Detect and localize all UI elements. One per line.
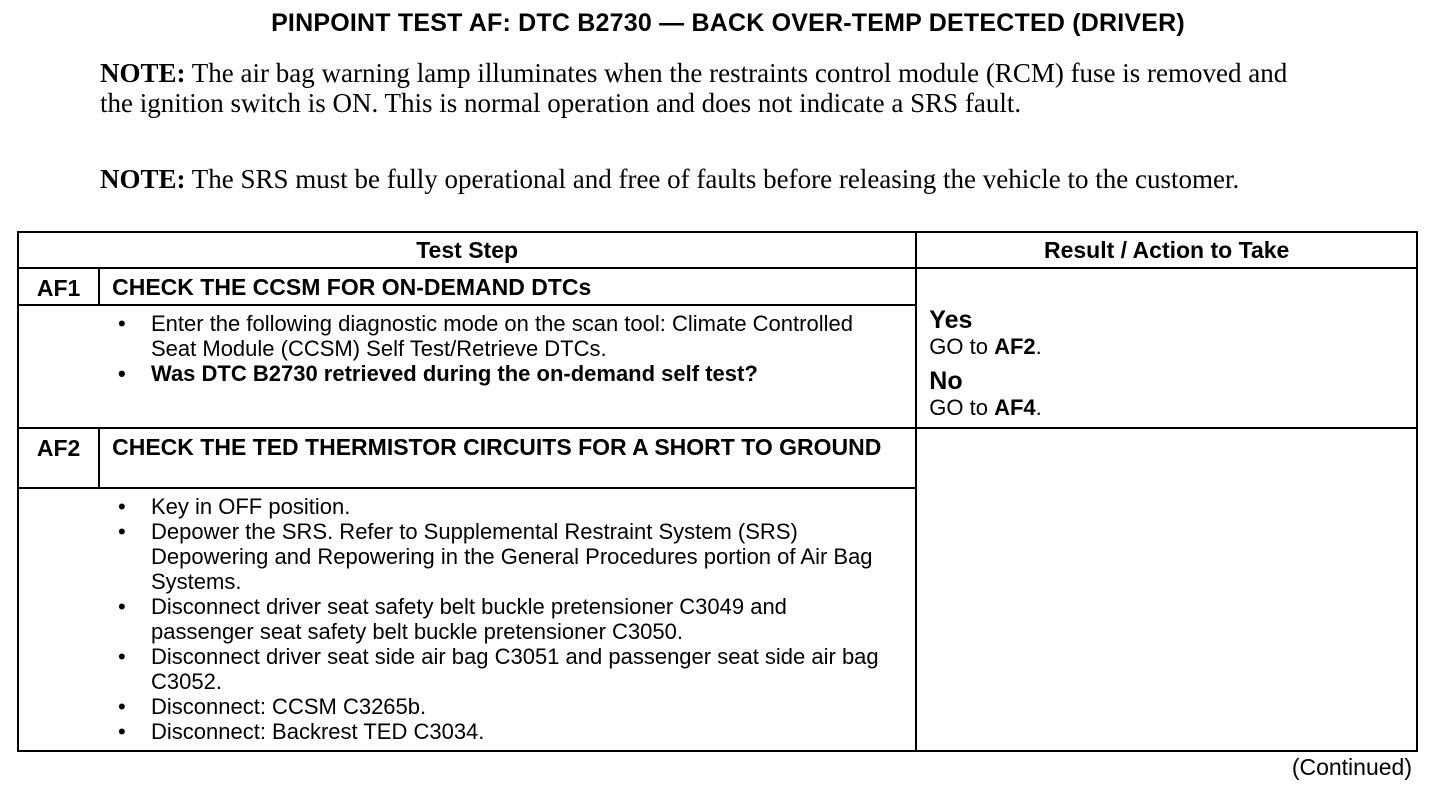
- result-go-text: GO to: [929, 395, 995, 420]
- list-item: • Disconnect: Backrest TED C3034.: [118, 719, 888, 744]
- step-heading-row: [18, 268, 1417, 305]
- note-srs-operational: [100, 164, 1320, 194]
- continued-label: (Continued): [1291, 754, 1412, 780]
- step-id: AF1: [18, 268, 99, 305]
- step-heading-row: [18, 428, 1417, 488]
- step-heading: CHECK THE CCSM FOR ON-DEMAND DTCs: [99, 268, 916, 305]
- step-heading: CHECK THE TED THERMISTOR CIRCUITS FOR A SHORT TO GROUND: [99, 428, 916, 488]
- result-punct: .: [1035, 395, 1042, 420]
- list-item: • Enter the following diagnostic mode on the scan tool: Climate Controlled Seat Module (CCSM) Self Test/Retrieve DTCs.: [118, 311, 888, 361]
- list-item: • Key in OFF position.: [118, 494, 888, 519]
- result-target-link[interactable]: AF4: [994, 395, 1036, 420]
- step-body: [18, 305, 916, 428]
- step-bullets: [33, 311, 896, 386]
- pinpoint-test-table: [17, 231, 1418, 752]
- result-punct: .: [1035, 334, 1042, 359]
- step-result-cell: [916, 428, 1417, 751]
- list-item: • Disconnect driver seat safety belt buckle pretensioner C3049 and passenger seat safety belt buckle pretensioner C3050.: [118, 594, 888, 644]
- list-item: • Was DTC B2730 retrieved during the on-demand self test?: [118, 361, 888, 386]
- list-item: • Disconnect: CCSM C3265b.: [118, 694, 888, 719]
- page-title: PINPOINT TEST AF: DTC B2730 — BACK OVER-TEMP DETECTED (DRIVER): [271, 9, 1185, 37]
- note-label: NOTE:: [100, 164, 186, 194]
- list-item: • Depower the SRS. Refer to Supplemental Restraint System (SRS) Depowering and Repowering in the General Procedures portion of Air Bag Systems.: [118, 519, 888, 594]
- header-result-action: Result / Action to Take: [916, 232, 1417, 268]
- list-item: • Disconnect driver seat side air bag C3051 and passenger seat side air bag C3052.: [118, 644, 888, 694]
- step-result-cell: [916, 268, 1417, 428]
- result-go-text: GO to: [929, 334, 995, 359]
- note-restraints-lamp: [100, 58, 1320, 118]
- result-target-link[interactable]: AF2: [994, 334, 1036, 359]
- note-text: The air bag warning lamp illuminates when the restraints control module (RCM) fuse is removed and the ignition switch is ON. This is normal operation and does not indicate a SRS fault.: [100, 58, 1288, 118]
- result-no-label: No: [929, 367, 963, 395]
- table-header-row: [18, 232, 1417, 268]
- step-bullets: [126, 494, 896, 744]
- header-test-step: Test Step: [18, 232, 916, 268]
- note-text: The SRS must be fully operational and free of faults before releasing the vehicle to the customer.: [185, 164, 1240, 194]
- step-body: [18, 488, 916, 751]
- step-id: AF2: [18, 428, 99, 488]
- note-label: NOTE:: [100, 58, 186, 88]
- result-yes-label: Yes: [929, 306, 973, 334]
- result-no-action: [929, 395, 1408, 421]
- result-yes-action: [929, 334, 1408, 360]
